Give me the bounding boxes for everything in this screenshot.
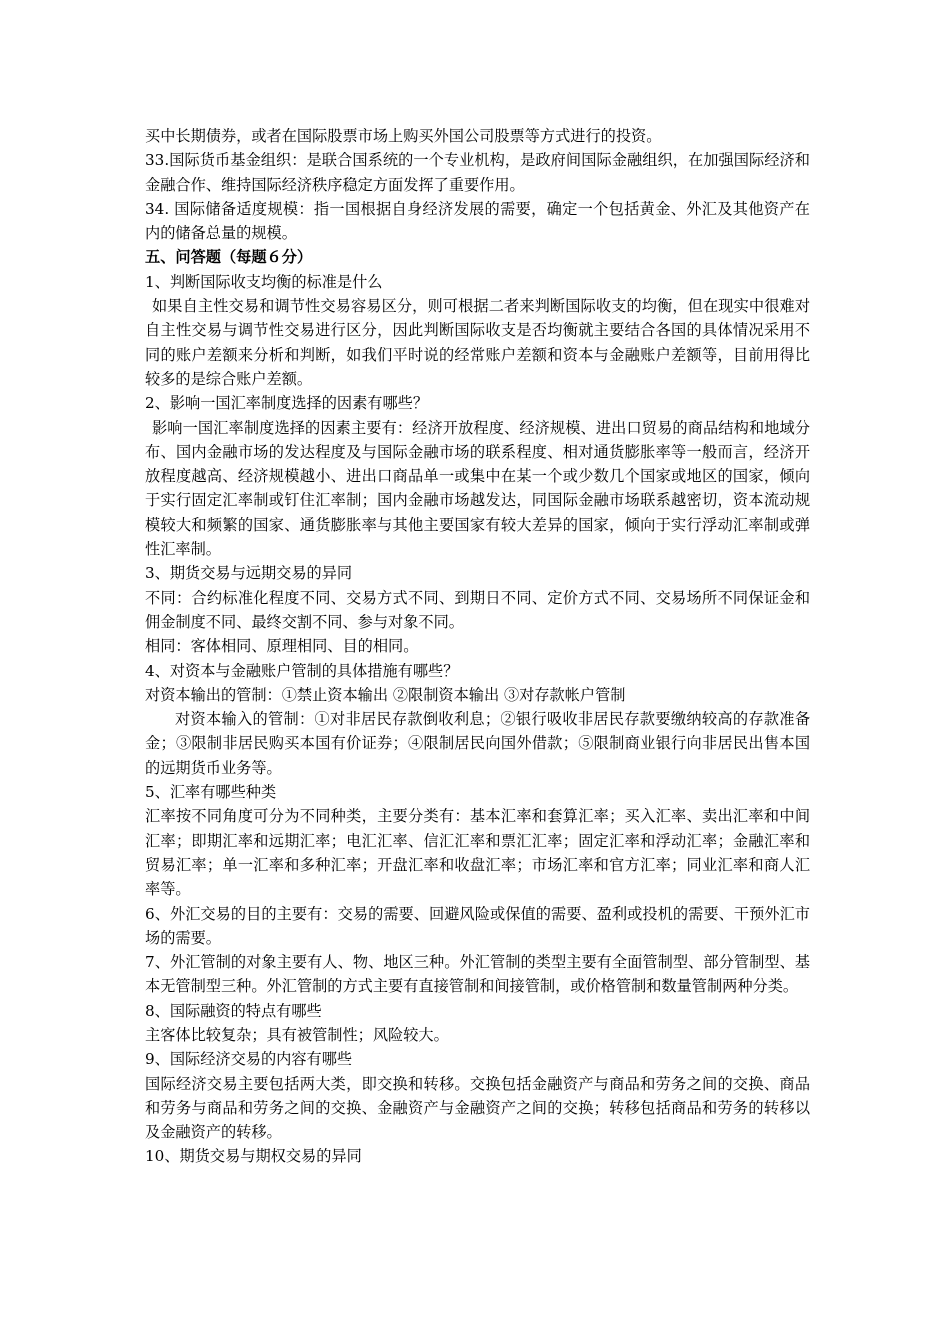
- answer-8: 主客体比较复杂；具有被管制性；风险较大。: [145, 1025, 449, 1044]
- answer-9: 国际经济交易主要包括两大类，即交换和转移。交换包括金融资产与商品和劳务之间的交换、商品和劳务与商品和劳务之间的交换、金融资产与金融资产之间的交换；转移包括商品和劳务的转移以及金融资产的转移。: [145, 1074, 810, 1142]
- paragraph-imf-definition: 33.国际货币基金组织：是联合国系统的一个专业机构，是政府间国际金融组织，在加强国际经济和金融合作、维持国际经济秩序稳定方面发挥了重要作用。: [145, 151, 810, 194]
- question-4: 4、对资本与金融账户管制的具体措施有哪些？: [145, 661, 459, 680]
- question-6: 6、外汇交易的目的主要有：交易的需要、回避风险或保值的需要、盈利或投机的需要、干预外汇市场的需要。: [145, 904, 810, 947]
- answer-2: 影响一国汇率制度选择的因素主要有：经济开放程度、经济规模、进出口贸易的商品结构和地域分布、国内金融市场的发达程度及与国际金融市场的联系程度、相对通货膨胀率等一般而言，经济开放程度越高、经济规模越小、进出口商品单一或集中在某一个或少数几个国家或地区的国家，倾向于实行固定汇率制或钉住汇率制；国内金融市场越发达，同国际金融市场联系越密切，资本流动规模较大和频繁的国家、通货膨胀率与其他主要国家有较大差异的国家，倾向于实行浮动汇率制或弹性汇率制。: [145, 418, 810, 559]
- document-page: [145, 124, 810, 1169]
- answer-3-similarities: 相同：客体相同、原理相同、目的相同。: [145, 637, 419, 656]
- question-5: 5、汇率有哪些种类: [145, 783, 277, 802]
- answer-4-inflow: 对资本输入的管制：①对非居民存款倒收利息；②银行吸收非居民存款要缴纳较高的存款准备金；③限制非居民购买本国有价证券；④限制居民向国外借款；⑤限制商业银行向非居民出售本国的远期货币业务等。: [145, 710, 810, 777]
- question-2: 2、影响一国汇率制度选择的因素有哪些？: [145, 394, 429, 413]
- answer-1: 如果自主性交易和调节性交易容易区分，则可根据二者来判断国际收支的均衡，但在现实中很难对自主性交易与调节性交易进行区分，因此判断国际收支是否均衡就主要结合各国的具体情况采用不同的账户差额来分析和判断，如我们平时说的经常账户差额和资本与金融账户差额等，目前用得比较多的是综合账户差额。: [145, 297, 810, 388]
- question-9: 9、国际经济交易的内容有哪些: [145, 1050, 353, 1069]
- question-10: 10、期货交易与期权交易的异同: [145, 1147, 362, 1166]
- answer-5: 汇率按不同角度可分为不同种类，主要分类有：基本汇率和套算汇率；买入汇率、卖出汇率和中间汇率；即期汇率和远期汇率；电汇汇率、信汇汇率和票汇汇率；固定汇率和浮动汇率；金融汇率和贸易汇率；单一汇率和多种汇率；开盘汇率和收盘汇率；市场汇率和官方汇率；同业汇率和商人汇率等。: [145, 807, 810, 899]
- answer-4-outflow: 对资本输出的管制：①禁止资本输出 ②限制资本输出 ③对存款帐户管制: [145, 685, 626, 704]
- question-3: 3、期货交易与远期交易的异同: [145, 564, 353, 583]
- question-8: 8、国际融资的特点有哪些: [145, 1001, 322, 1020]
- question-1: 1、判断国际收支均衡的标准是什么: [145, 272, 383, 291]
- answer-3-differences: 不同：合约标准化程度不同、交易方式不同、到期日不同、定价方式不同、交易场所不同保证金和佣金制度不同、最终交割不同、参与对象不同。: [145, 588, 810, 631]
- section-heading-qa: 五、问答题（每题６分）: [145, 248, 313, 267]
- paragraph-investment-tail: 买中长期债券，或者在国际股票市场上购买外国公司股票等方式进行的投资。: [145, 127, 662, 145]
- question-7: 7、外汇管制的对象主要有人、物、地区三种。外汇管制的类型主要有全面管制型、部分管制型、基本无管制型三种。外汇管制的方式主要有直接管制和间接管制，或价格管制和数量管制两种分类。: [145, 953, 810, 996]
- paragraph-reserve-scale-definition: 34. 国际储备适度规模：指一国根据自身经济发展的需要，确定一个包括黄金、外汇及其他资产在内的储备总量的规模。: [145, 199, 810, 243]
